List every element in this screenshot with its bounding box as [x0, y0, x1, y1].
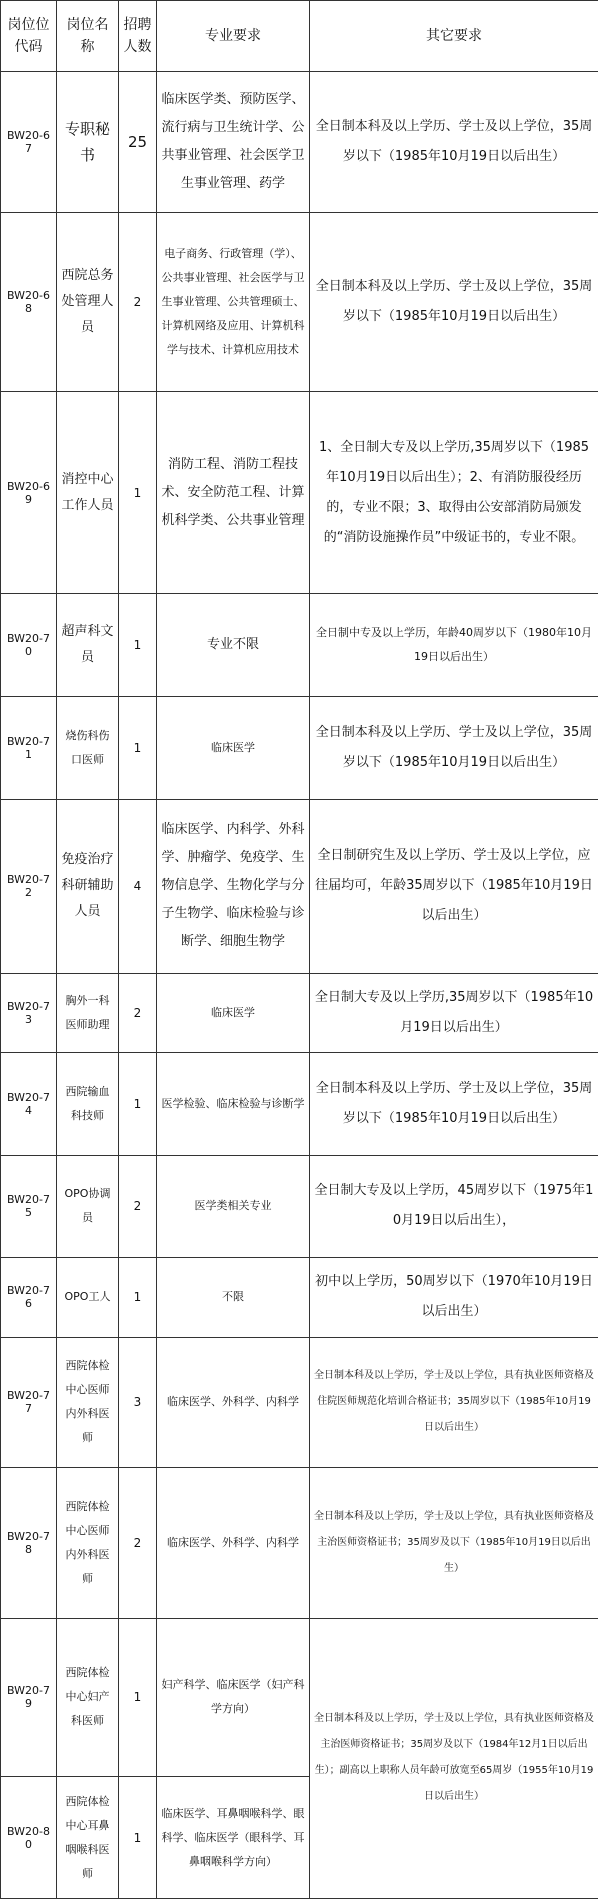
- other-requirement: 全日制本科及以上学历、学士及以上学位，35周岁以下（1985年10月19日以后出生）: [310, 697, 598, 800]
- other-requirement: 全日制本科及以上学历、学士及以上学位，35周岁以下（1985年10月19日以后出生）: [310, 1052, 598, 1155]
- other-requirement: 全日制本科及以上学历、学士及以上学位，35周岁以下（1985年10月19日以后出生）: [310, 212, 598, 392]
- table-row: [1, 392, 598, 594]
- other-requirement: 全日制大专及以上学历,35周岁以下（1985年10月19日以后出生）: [310, 973, 598, 1052]
- position-code: BW20-73: [1, 973, 57, 1052]
- position-code: BW20-77: [1, 1337, 57, 1467]
- header-count: 招聘人数: [119, 1, 157, 72]
- position-count: 2: [119, 1155, 157, 1258]
- position-name: 烧伤科伤口医师: [57, 697, 119, 800]
- other-requirement: 全日制本科及以上学历，学士及以上学位，具有执业医师资格及主治医师资格证书；35周岁及以下（1985年10月19日以后出生）: [310, 1467, 598, 1618]
- position-count: 2: [119, 212, 157, 392]
- table-row: [1, 973, 598, 1052]
- major-requirement: 妇产科学、临床医学（妇产科学方向）: [157, 1618, 310, 1776]
- table-row: [1, 212, 598, 392]
- position-code: BW20-76: [1, 1258, 57, 1337]
- position-name: 西院体检中心妇产科医师: [57, 1618, 119, 1776]
- other-requirement: 全日制中专及以上学历，年龄40周岁以下（1980年10月19日以后出生）: [310, 594, 598, 697]
- position-name: 西院输血科技师: [57, 1052, 119, 1155]
- header-major: 专业要求: [157, 1, 310, 72]
- position-count: 2: [119, 1467, 157, 1618]
- position-count: 25: [119, 71, 157, 212]
- major-requirement: 医学类相关专业: [157, 1155, 310, 1258]
- major-requirement: 临床医学、内科学、外科学、肿瘤学、免疫学、生物信息学、生物化学与分子生物学、临床检验与诊断学、细胞生物学: [157, 799, 310, 973]
- position-code: BW20-68: [1, 212, 57, 392]
- position-code: BW20-67: [1, 71, 57, 212]
- position-name: 消控中心工作人员: [57, 392, 119, 594]
- position-code: BW20-70: [1, 594, 57, 697]
- table-row: [1, 1155, 598, 1258]
- position-code: BW20-75: [1, 1155, 57, 1258]
- position-count: 3: [119, 1337, 157, 1467]
- position-code: BW20-69: [1, 392, 57, 594]
- table-row: [1, 1052, 598, 1155]
- major-requirement: 临床医学、外科学、内科学: [157, 1467, 310, 1618]
- major-requirement: 电子商务、行政管理（学）、公共事业管理、社会医学与卫生事业管理、公共管理硕士、计算机网络及应用、计算机科学与技术、计算机应用技术: [157, 212, 310, 392]
- major-requirement: 临床医学: [157, 697, 310, 800]
- other-requirement: 全日制研究生及以上学历、学士及以上学位，应往届均可，年龄35周岁以下（1985年10月19日以后出生）: [310, 799, 598, 973]
- table-row: [1, 594, 598, 697]
- other-requirement: 初中以上学历，50周岁以下（1970年10月19日以后出生）: [310, 1258, 598, 1337]
- position-code: BW20-78: [1, 1467, 57, 1618]
- table-row: [1, 1337, 598, 1467]
- position-code: BW20-72: [1, 799, 57, 973]
- other-requirement: 全日制本科及以上学历、学士及以上学位，35周岁以下（1985年10月19日以后出生）: [310, 71, 598, 212]
- position-name: 专职秘书: [57, 71, 119, 212]
- position-name: 西院总务处管理人员: [57, 212, 119, 392]
- position-count: 4: [119, 799, 157, 973]
- major-requirement: 临床医学类、预防医学、流行病与卫生统计学、公共事业管理、社会医学卫生事业管理、药学: [157, 71, 310, 212]
- position-code: BW20-74: [1, 1052, 57, 1155]
- position-code: BW20-80: [1, 1777, 57, 1899]
- major-requirement: 消防工程、消防工程技术、安全防范工程、计算机科学类、公共事业管理: [157, 392, 310, 594]
- table-row: [1, 1467, 598, 1618]
- major-requirement: 临床医学、耳鼻咽喉科学、眼科学、临床医学（眼科学、耳鼻咽喉科学方向）: [157, 1777, 310, 1899]
- major-requirement: 不限: [157, 1258, 310, 1337]
- position-code: BW20-79: [1, 1618, 57, 1776]
- position-count: 1: [119, 1618, 157, 1776]
- position-count: 1: [119, 1777, 157, 1899]
- header-name: 岗位名称: [57, 1, 119, 72]
- position-count: 1: [119, 594, 157, 697]
- position-count: 1: [119, 697, 157, 800]
- position-name: 免疫治疗科研辅助人员: [57, 799, 119, 973]
- table-row: [1, 1258, 598, 1337]
- position-count: 1: [119, 392, 157, 594]
- other-requirement: 全日制大专及以上学历，45周岁以下（1975年10月19日以后出生），: [310, 1155, 598, 1258]
- other-requirement: 全日制本科及以上学历，学士及以上学位，具有执业医师资格及住院医师规范化培训合格证书；35周岁以下（1985年10月19日以后出生）: [310, 1337, 598, 1467]
- position-code: BW20-71: [1, 697, 57, 800]
- major-requirement: 医学检验、临床检验与诊断学: [157, 1052, 310, 1155]
- major-requirement: 临床医学、外科学、内科学: [157, 1337, 310, 1467]
- position-name: 胸外一科医师助理: [57, 973, 119, 1052]
- position-name: 西院体检中心医师内外科医师: [57, 1337, 119, 1467]
- position-count: 2: [119, 973, 157, 1052]
- table-row: [1, 799, 598, 973]
- position-count: 1: [119, 1258, 157, 1337]
- header-row: [1, 1, 598, 72]
- position-name: 西院体检中心医师内外科医师: [57, 1467, 119, 1618]
- position-name: OPO协调员: [57, 1155, 119, 1258]
- major-requirement: 专业不限: [157, 594, 310, 697]
- table-row: [1, 697, 598, 800]
- position-name: 超声科文员: [57, 594, 119, 697]
- table-row: [1, 1618, 598, 1776]
- position-name: OPO工人: [57, 1258, 119, 1337]
- header-code: 岗位位代码: [1, 1, 57, 72]
- position-name: 西院体检中心耳鼻咽喉科医师: [57, 1777, 119, 1899]
- header-other: 其它要求: [310, 1, 598, 72]
- table-row: [1, 71, 598, 212]
- other-requirement: 1、全日制大专及以上学历,35周岁以下（1985年10月19日以后出生）；2、有消防服役经历的，专业不限；3、取得由公安部消防局颁发的“消防设施操作员”中级证书的，专业不限。: [310, 392, 598, 594]
- position-count: 1: [119, 1052, 157, 1155]
- other-requirement: 全日制本科及以上学历，学士及以上学位，具有执业医师资格及主治医师资格证书；35周岁及以下（1984年12月1日以后出生）；副高以上职称人员年龄可放宽至65周岁（1955年10月19日以后出生）: [310, 1618, 598, 1898]
- major-requirement: 临床医学: [157, 973, 310, 1052]
